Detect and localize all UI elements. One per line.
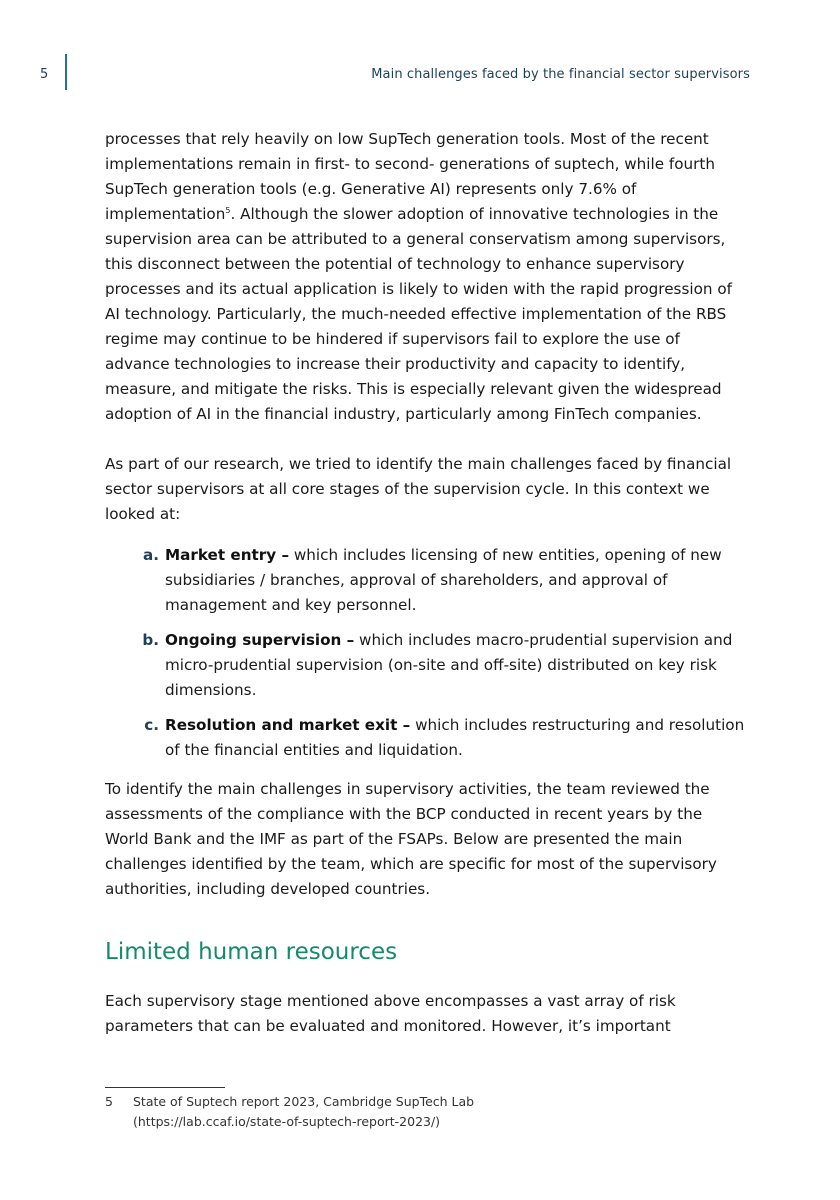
header-divider [65,54,67,90]
list-item [105,628,745,703]
footnote-reference[interactable]: 5 [225,206,231,215]
list-text: which includes restructuring and resolution of the financial entities and liquidation. [165,716,745,759]
footnote [105,1092,745,1132]
list-term: Ongoing supervision – [165,631,355,649]
list-term: Resolution and market exit – [165,716,411,734]
list-item [105,713,745,763]
list-text: which includes macro-prudential supervision and micro-prudential supervision (on-site and off-site) distributed on key risk dimensions. [165,631,733,699]
footnote-link[interactable]: (https://lab.ccaf.io/state-of-suptech-report-2023/) [133,1114,441,1129]
paragraph-2: As part of our research, we tried to identify the main challenges faced by financial sector supervisors at all core stages of the supervision cycle. In this context we looked at: [105,455,732,523]
list-text: which includes licensing of new entities, opening of new subsidiaries / branches, approval of shareholders, and approval of management and key personnel. [165,546,722,614]
list-item [105,543,745,618]
main-content [105,127,745,1039]
page-number: 5 [40,67,49,82]
supervision-stages-list [105,543,745,763]
list-marker: c. [144,716,159,734]
section-heading: Limited human resources [105,939,398,965]
paragraph-4: Each supervisory stage mentioned above encompasses a vast array of risk parameters that can be evaluated and monitored. However, it’s important [105,992,676,1035]
running-title: Main challenges faced by the financial sector supervisors [371,67,750,82]
paragraph-1: processes that rely heavily on low SupTech generation tools. Most of the recent implementations remain in first- to second- generations of suptech, while fourth SupTech generation tools (e.g. Generative AI) represents only 7.6% of implementation$^5$. Although the slower adoption of innovative technologies in the supervision area can be attributed to a general conservatism among supervisors, this disconnect between the potential of technology to enhance supervisory processes and its actual application is likely to widen with the rapid progression of AI technology. Particularly, the much-needed effective implementation of the RBS regime may continue to be hindered if supervisors fail to explore the use of advance technologies to increase their productivity and capacity to identify, measure, and mitigate the risks. This is especially relevant given the widespread adoption of AI in the financial industry, particularly among FinTech companies. [105,130,732,423]
paragraph-3: To identify the main challenges in supervisory activities, the team reviewed the assessments of the compliance with the BCP conducted in recent years by the World Bank and the IMF as part of the FSAPs. Below are presented the main challenges identified by the team, which are specific for most of the supervisory authorities, including developed countries. [105,780,717,898]
list-marker: a. [142,546,159,564]
footnote-number: 5 [105,1094,113,1109]
list-term: Market entry – [165,546,290,564]
footnote-divider [105,1087,225,1088]
list-marker: b. [142,631,159,649]
footnote-line-1: State of Suptech report 2023, Cambridge SupTech Lab [133,1094,475,1109]
